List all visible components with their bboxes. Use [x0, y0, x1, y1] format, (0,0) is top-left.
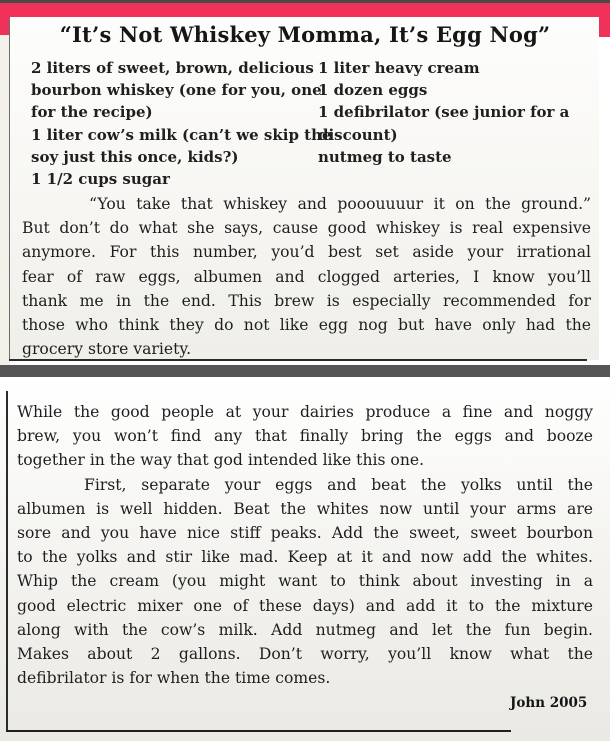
text-line: fear of raw eggs, albumen and clogged arteries, I know you’ll	[22, 267, 591, 286]
ingredient-line: for the recipe)	[31, 103, 153, 122]
ingredient-line: nutmeg to taste	[318, 147, 452, 166]
ingredient-line: soy just this once, kids?)	[31, 147, 239, 166]
divider-band	[0, 365, 610, 377]
ingredients-right-column	[318, 57, 598, 168]
ingredient-line: 1 liter heavy cream	[318, 59, 480, 77]
ingredient-line: 1 dozen eggs	[318, 81, 428, 100]
text-line: sore and you have nice stiff peaks. Add the sweet, sweet bourbon	[17, 524, 593, 543]
card-bottom-left-rule	[6, 391, 8, 731]
text-line: defibrilator is for when the time comes.	[17, 669, 331, 688]
text-line: Whip the cream (you might want to think about investing in a	[17, 572, 593, 591]
text-line: grocery store variety.	[22, 340, 192, 359]
text-line: “You take that whiskey and pooouuuur it on the ground.”	[89, 195, 591, 213]
text-line: albumen is well hidden. Beat the whites now until your arms are	[17, 499, 593, 518]
ingredient-line: 1 defibrilator (see junior for a	[318, 103, 570, 122]
ingredients-left-column	[31, 57, 332, 190]
instructions-paragraph	[17, 400, 593, 690]
text-line: anymore. For this number, you’d best set aside your irrational	[22, 243, 591, 262]
text-line: But don’t do what she says, cause good whiskey is real expensive	[22, 219, 591, 238]
intro-paragraph	[22, 192, 591, 361]
text-line: brew, you won’t find any that finally bring the eggs and booze	[17, 427, 593, 446]
card-bottom-bottom-rule	[6, 730, 511, 732]
text-line: thank me in the end. This brew is especially recommended for	[22, 291, 591, 310]
signature: John 2005	[510, 695, 588, 711]
text-line: those who think they do not like egg nog but have only had the	[22, 316, 591, 335]
ingredient-line: bourbon whiskey (one for you, one	[31, 81, 322, 100]
ingredient-line: discount)	[318, 125, 398, 144]
ingredient-line: 1 1/2 cups sugar	[31, 170, 170, 189]
recipe-title: “It’s Not Whiskey Momma, It’s Egg Nog”	[59, 22, 551, 47]
text-line: to the yolks and stir like mad. Keep at it and now add the whites.	[17, 548, 593, 567]
text-line: together in the way that god intended like this one.	[17, 451, 425, 470]
text-line: along with the cow’s milk. Add nutmeg and let the fun begin.	[17, 620, 593, 639]
ingredient-line: 1 liter cow’s milk (can’t we skip the	[31, 125, 332, 144]
text-line: First, separate your eggs and beat the yolks until the	[84, 475, 593, 494]
text-line: good electric mixer one of these days) and add it to the mixture	[17, 596, 593, 615]
text-line: While the good people at your dairies produce a fine and noggy	[17, 403, 593, 421]
ingredient-line: 2 liters of sweet, brown, delicious	[31, 59, 314, 77]
text-line: Makes about 2 gallons. Don’t worry, you’ll know what the	[17, 645, 593, 664]
